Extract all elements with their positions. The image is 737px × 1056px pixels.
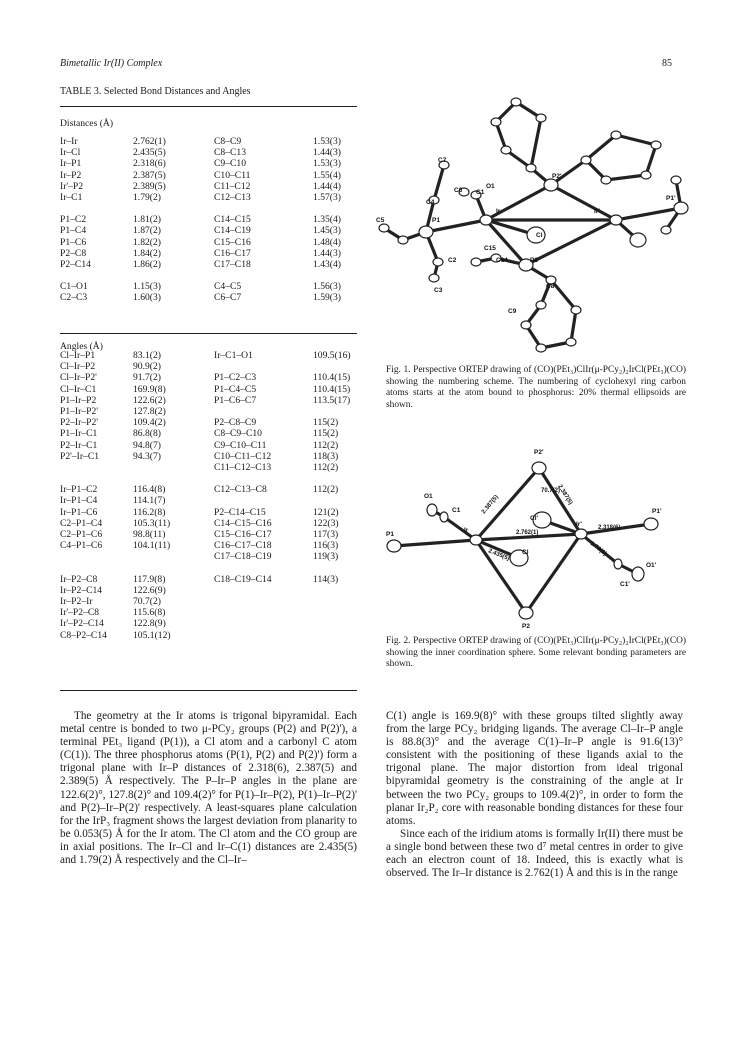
table-cell: 1.56(3) bbox=[313, 281, 341, 293]
table-cell: C8–C9–C10 bbox=[214, 428, 262, 440]
fig2-label: Ir' bbox=[576, 521, 582, 528]
table-cell: 122.6(9) bbox=[133, 584, 166, 596]
table-cell: 2.762(1) bbox=[133, 136, 166, 147]
fig2-label: P1' bbox=[652, 508, 662, 515]
fig2-bond-label: 2.762(1) bbox=[516, 530, 539, 536]
table-cell: P2'–Ir–C1 bbox=[60, 450, 100, 462]
fig1-label: C1 bbox=[476, 189, 485, 196]
table-cell: 2.435(5) bbox=[133, 147, 166, 159]
table-cell: P1–C6 bbox=[60, 236, 87, 248]
body-column-left bbox=[60, 710, 357, 867]
table-cell: 105.3(11) bbox=[133, 517, 171, 529]
table-cell: 1.57(3) bbox=[313, 192, 341, 203]
table-cell: 94.3(7) bbox=[133, 450, 161, 462]
table-cell: 86.8(8) bbox=[133, 428, 161, 440]
fig1-label: Ir bbox=[496, 208, 501, 215]
fig2-bond-label: 2.435(5) bbox=[487, 548, 511, 563]
table-cell: Ir'–P2 bbox=[60, 180, 84, 192]
fig2-label: P1 bbox=[386, 531, 394, 538]
table-cell: C17–C18 bbox=[214, 259, 251, 270]
table-cell: C2–P1–C4 bbox=[60, 517, 103, 529]
table-cell: 113.5(17) bbox=[313, 394, 351, 406]
table-cell: 122.6(2) bbox=[133, 394, 166, 406]
table-cell: 1.84(2) bbox=[133, 247, 161, 259]
table-cell: 90.9(2) bbox=[133, 361, 161, 373]
table-cell: P1–Ir–P2' bbox=[60, 406, 98, 417]
table-cell: Ir'–P2–C14 bbox=[60, 618, 104, 630]
table-cell: 117.9(8) bbox=[133, 573, 166, 585]
table-cell: 105.1(12) bbox=[133, 629, 171, 641]
table-cell: 104.1(11) bbox=[133, 540, 171, 552]
table-cell: Ir–P2 bbox=[60, 169, 82, 181]
fig1-label: C15 bbox=[484, 245, 496, 252]
fig1-label: C7 bbox=[438, 157, 447, 164]
table-cell: Ir–Ir bbox=[60, 136, 78, 147]
table-cell: 1.86(2) bbox=[133, 259, 161, 270]
fig1-label: Cl bbox=[536, 232, 543, 239]
fig2-bond-label: 1.79(2) bbox=[588, 540, 608, 558]
table-cell: C1–O1 bbox=[60, 281, 88, 293]
table-cell: 1.87(2) bbox=[133, 225, 161, 237]
fig1-label: C2 bbox=[448, 257, 457, 264]
table-cell: 1.43(4) bbox=[313, 259, 341, 270]
table-cell: C6–C7 bbox=[214, 292, 242, 304]
fig2-label: O1' bbox=[646, 562, 657, 569]
table-cell: C2–C3 bbox=[60, 292, 88, 304]
table-cell: Ir–P1 bbox=[60, 158, 82, 170]
table-cell: P1–C4 bbox=[60, 225, 87, 237]
fig2-bond-label: 2.387(5) bbox=[556, 483, 574, 507]
table-cell: P1–Ir–P2 bbox=[60, 394, 97, 406]
table-cell: C14–C15 bbox=[214, 214, 251, 226]
running-header: Bimetallic Ir(II) Complex bbox=[60, 58, 163, 69]
angles-heading: Angles (Å) bbox=[60, 341, 103, 352]
table-cell: C12–C13–C8 bbox=[214, 484, 267, 496]
table-cell: Ir–P1–C4 bbox=[60, 495, 98, 507]
table-cell: C11–C12–C13 bbox=[214, 462, 272, 473]
table-cell: Cl–Ir–C1 bbox=[60, 383, 97, 395]
table-cell: 1.53(3) bbox=[313, 136, 341, 147]
table-cell: 1.48(4) bbox=[313, 236, 341, 248]
table-cell: 114.1(7) bbox=[133, 495, 166, 507]
fig2-label: C1 bbox=[452, 507, 461, 514]
body-paragraph: C(1) angle is 169.9(8)° with these groups tilted slightly away from the large PCy₂ bridging ligands. The average Cl–Ir–P angle is 88.8(3)° and the average C(1)–Ir–P angle is 91.6(13)° consistent with the positioning of these ligands axial to the trigonal plane. The major distortion from ideal trigonal bipyramidal geometry is the constraining of the angle at Ir between the two PCy₂ groups to 109.4(2)°, in order to form the planar Ir₂P₂ core with reasonable bonding distances for these four atoms. bbox=[386, 710, 683, 827]
table-cell: 110.4(15) bbox=[313, 383, 351, 395]
fig2-bond-label: 70.7(2) bbox=[541, 488, 561, 494]
table-cell: 116.4(8) bbox=[133, 484, 166, 496]
table-cell: C8–C13 bbox=[214, 147, 246, 159]
table-cell: 1.44(3) bbox=[313, 247, 341, 259]
table-cell: 116(3) bbox=[313, 540, 339, 552]
fig1-label: P2' bbox=[552, 173, 562, 180]
body-column-right bbox=[386, 710, 683, 880]
figure-2-caption: Fig. 2. Perspective ORTEP drawing of (CO)(PEt₃)ClIr(μ-PCy₂)₂IrCl(PEt₃)(CO) showing the inner coordination sphere. Some relevant bonding parameters are shown. bbox=[386, 636, 686, 670]
table-cell: Ir–Cl bbox=[60, 147, 81, 159]
table-cell: 1.81(2) bbox=[133, 214, 161, 226]
table-cell: 112(2) bbox=[313, 462, 339, 473]
table-cell: 1.35(4) bbox=[313, 214, 341, 226]
fig1-label: C5 bbox=[376, 217, 385, 224]
fig1-label: P2 bbox=[530, 257, 538, 264]
page-number: 85 bbox=[662, 58, 672, 69]
table-cell: C18–C19–C14 bbox=[214, 573, 272, 585]
table-cell: Ir–C1–O1 bbox=[214, 350, 253, 361]
table-cell: 1.55(4) bbox=[313, 169, 341, 181]
table-cell: C12–C13 bbox=[214, 192, 251, 203]
fig1-label: C14 bbox=[496, 257, 508, 264]
fig2-bond-label: 2.387(5) bbox=[480, 494, 500, 516]
fig2-label: P2' bbox=[534, 449, 544, 456]
table-cell: 1.79(2) bbox=[133, 192, 161, 203]
table-cell: 70.7(2) bbox=[133, 596, 161, 607]
table-cell: 115(2) bbox=[313, 417, 339, 429]
table-cell: P2–Ir–C1 bbox=[60, 439, 98, 451]
table-cell: 1.59(3) bbox=[313, 292, 341, 304]
table-cell: 83.1(2) bbox=[133, 350, 161, 361]
table-cell: P1–C2 bbox=[60, 214, 87, 226]
table-cell: 94.8(7) bbox=[133, 439, 161, 451]
table-cell: 114(3) bbox=[313, 573, 339, 585]
fig1-label: P1' bbox=[666, 195, 676, 202]
table-cell: 2.389(5) bbox=[133, 180, 166, 192]
table-cell: 118(3) bbox=[313, 450, 339, 462]
table-cell: 1.45(3) bbox=[313, 225, 341, 237]
table-cell: 2.387(5) bbox=[133, 169, 166, 181]
table-cell: C15–C16–C17 bbox=[214, 529, 272, 540]
table-cell: 109.5(16) bbox=[313, 350, 351, 361]
table-cell: 112(2) bbox=[313, 484, 339, 496]
table-cell: 1.60(3) bbox=[133, 292, 161, 304]
fig2-label: Cl bbox=[522, 549, 529, 556]
figure-2-ortep-drawing bbox=[376, 440, 696, 630]
fig1-label: C3 bbox=[434, 287, 443, 294]
table-cell: 117(3) bbox=[313, 529, 339, 540]
table-cell: 169.9(8) bbox=[133, 383, 166, 395]
table-cell: P1–C4–C5 bbox=[214, 383, 257, 395]
table-cell: C8–P2–C14 bbox=[60, 629, 107, 641]
table-cell: Cl–Ir–P2 bbox=[60, 361, 96, 373]
table-cell: P1–C6–C7 bbox=[214, 394, 257, 406]
table-cell: C8–C9 bbox=[214, 136, 242, 147]
table-cell: Ir–P1–C6 bbox=[60, 506, 98, 518]
table-cell: 119(3) bbox=[313, 551, 339, 563]
table-cell: 116.2(8) bbox=[133, 506, 166, 518]
table-cell: 109.4(2) bbox=[133, 417, 166, 429]
fig1-label: C9 bbox=[508, 308, 517, 315]
table-cell: 1.44(3) bbox=[313, 147, 341, 159]
table-cell: 1.53(3) bbox=[313, 158, 341, 170]
table-cell: 1.44(4) bbox=[313, 180, 341, 192]
table-cell: C17–C18–C19 bbox=[214, 551, 272, 563]
fig2-label: P2 bbox=[522, 623, 530, 630]
table-cell: C10–C11–C12 bbox=[214, 450, 272, 462]
fig2-label: Ir bbox=[464, 527, 469, 534]
table-mid-rule bbox=[60, 333, 357, 334]
table-cell: C14–C19 bbox=[214, 225, 251, 237]
table-cell: C16–C17–C18 bbox=[214, 540, 272, 552]
table-cell: 2.318(6) bbox=[133, 158, 166, 170]
table-cell: Ir'–P2–C8 bbox=[60, 607, 100, 619]
table-cell: P2–C8 bbox=[60, 247, 87, 259]
body-paragraph: The geometry at the Ir atoms is trigonal bipyramidal. Each metal centre is bonded to two μ-PCy₂ groups (P(2) and P(2)'), a terminal PEt₃ ligand (P(1)), a Cl atom and a carbonyl C atom (C(1)). The three phosphorus atoms (P(1), P(2) and P(2)') form a trigonal plane with Ir–P distances of 2.318(6), 2.387(5) and 2.389(5) Å respectively. The P–Ir–P angles in the plane are 122.6(2)°, 127.8(2)° and 109.4(2)° for P(1)–Ir–P(2), P(1)–Ir–P(2)' and P(2)–Ir–P(2)' respectively. A least-squares plane calculation for the IrP₃ fragment shows the largest deviation from planarity to be 0.053(5) Å for the Ir atom. The Cl atom and the CO group are in axial positions. The Ir–Cl and Ir–C(1) distances are 2.435(5) and 1.79(2) Å respectively and the Cl–Ir– bbox=[60, 710, 357, 867]
table-cell: 122.8(9) bbox=[133, 618, 166, 630]
table-cell: Cl–Ir–P1 bbox=[60, 350, 96, 361]
table-cell: C14–C15–C16 bbox=[214, 517, 272, 529]
fig1-label: C8 bbox=[546, 283, 555, 290]
table-title: TABLE 3. Selected Bond Distances and Angles bbox=[60, 86, 251, 97]
table-cell: C11–C12 bbox=[214, 180, 251, 192]
fig2-bond-label: 2.318(6) bbox=[598, 525, 621, 531]
table-cell: P1–Ir–C1 bbox=[60, 428, 98, 440]
table-cell: C4–P1–C6 bbox=[60, 540, 103, 552]
fig2-label: O1 bbox=[424, 493, 433, 500]
table-cell: P2–C8–C9 bbox=[214, 417, 257, 429]
table-cell: C9–C10–C11 bbox=[214, 439, 267, 451]
table-cell: 121(2) bbox=[313, 506, 339, 518]
fig1-label: C6 bbox=[454, 187, 463, 194]
table-cell: Ir–P2–C14 bbox=[60, 584, 103, 596]
table-cell: C4–C5 bbox=[214, 281, 242, 293]
table-cell: P2–C14–C15 bbox=[214, 506, 266, 518]
table-cell: C9–C10 bbox=[214, 158, 246, 170]
table-bottom-rule bbox=[60, 690, 357, 691]
distances-heading: Distances (Å) bbox=[60, 118, 114, 129]
fig2-label: Cl' bbox=[530, 515, 539, 522]
figure-1-ortep-drawing bbox=[376, 80, 696, 360]
table-cell: 1.82(2) bbox=[133, 236, 161, 248]
table-cell: C15–C16 bbox=[214, 236, 251, 248]
body-paragraph: Since each of the iridium atoms is formally Ir(II) there must be a single bond between these two d⁷ metal centres in order to give each an electron count of 18. Indeed, this is exactly what is observed. The Ir–Ir distance is 2.762(1) Å and this is in the range bbox=[386, 827, 683, 880]
table-cell: Ir–P1–C2 bbox=[60, 484, 98, 496]
table-top-rule bbox=[60, 106, 357, 107]
table-cell: 122(3) bbox=[313, 517, 339, 529]
table-cell: C16–C17 bbox=[214, 247, 251, 259]
fig2-label: C1' bbox=[620, 581, 630, 588]
table-cell: 98.8(11) bbox=[133, 529, 166, 540]
table-cell: P1–C2–C3 bbox=[214, 372, 257, 384]
fig1-label: O1 bbox=[486, 183, 495, 190]
table-cell: Ir–P2–C8 bbox=[60, 573, 98, 585]
table-cell: 127.8(2) bbox=[133, 406, 166, 417]
fig1-label: C4 bbox=[426, 199, 435, 206]
table-cell: C10–C11 bbox=[214, 169, 251, 181]
fig1-label: P1 bbox=[432, 217, 440, 224]
table-cell: Ir–C1 bbox=[60, 192, 83, 203]
table-cell: 115(2) bbox=[313, 428, 339, 440]
fig1-label: Ir' bbox=[594, 208, 600, 215]
table-cell: 91.7(2) bbox=[133, 372, 161, 384]
figure-1-caption: Fig. 1. Perspective ORTEP drawing of (CO)(PEt₃)ClIr(μ-PCy₂)₂IrCl(PEt₃)(CO) showing the numbering scheme. The numbering of cyclohexyl ring carbon atoms starts at the atom bound to phosphorus: 20% thermal ellipsoids are shown. bbox=[386, 365, 686, 411]
table-cell: 115.6(8) bbox=[133, 607, 166, 619]
table-cell: Ir–P2–Ir bbox=[60, 596, 93, 607]
table-cell: P2–C14 bbox=[60, 259, 91, 270]
table-cell: 112(2) bbox=[313, 439, 339, 451]
table-cell: 110.4(15) bbox=[313, 372, 351, 384]
table-cell: Cl–Ir–P2' bbox=[60, 372, 97, 384]
table-cell: 1.15(3) bbox=[133, 281, 161, 293]
table-cell: C2–P1–C6 bbox=[60, 529, 103, 540]
table-cell: P2–Ir–P2' bbox=[60, 417, 98, 429]
